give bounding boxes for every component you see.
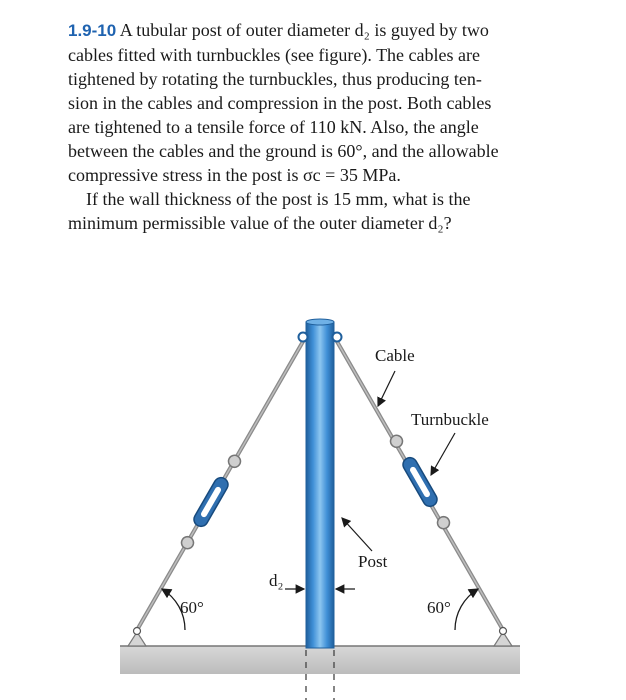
turnbuckle-label: Turnbuckle <box>411 410 489 429</box>
question-line-1: If the wall thickness of the post is 15 mm, what is the <box>86 189 471 209</box>
problem-line-3: tightened by rotating the turnbuckles, thus producing ten- <box>68 69 482 89</box>
tubular-post <box>306 322 334 648</box>
right-anchor <box>494 628 512 647</box>
post-top <box>306 319 334 325</box>
right-angle-arc <box>455 589 478 630</box>
question-line-2: minimum permissible value of the outer diameter d₂? <box>68 213 452 233</box>
problem-line-5: are tightened to a tensile force of 110 kN. Also, the angle <box>68 117 479 137</box>
right-turnbuckle <box>387 433 452 532</box>
right-angle-label: 60° <box>427 598 451 617</box>
problem-number: 1.9-10 <box>68 21 117 40</box>
problem-line-7: compressive stress in the post is σc = 35 MPa. <box>68 165 401 185</box>
problem-line-2: cables fitted with turnbuckles (see figure). The cables are <box>68 45 480 65</box>
left-anchor <box>128 628 146 647</box>
left-turnbuckle <box>178 453 243 552</box>
cable-leader <box>378 371 395 406</box>
problem-line-4: sion in the cables and compression in the post. Both cables <box>68 93 492 113</box>
ground <box>120 646 520 674</box>
post-label: Post <box>358 552 388 571</box>
post-leader <box>342 518 372 551</box>
turnbuckle-leader <box>431 433 455 475</box>
left-angle-label: 60° <box>180 598 204 617</box>
left-top-eye <box>299 333 308 342</box>
right-top-eye <box>333 333 342 342</box>
problem-line-6: between the cables and the ground is 60°, and the allowable <box>68 141 499 161</box>
cable-label: Cable <box>375 346 415 365</box>
d2-label: d₂ <box>269 571 284 590</box>
problem-text-1: A tubular post of outer diameter d₂ is guyed by two <box>116 20 489 40</box>
